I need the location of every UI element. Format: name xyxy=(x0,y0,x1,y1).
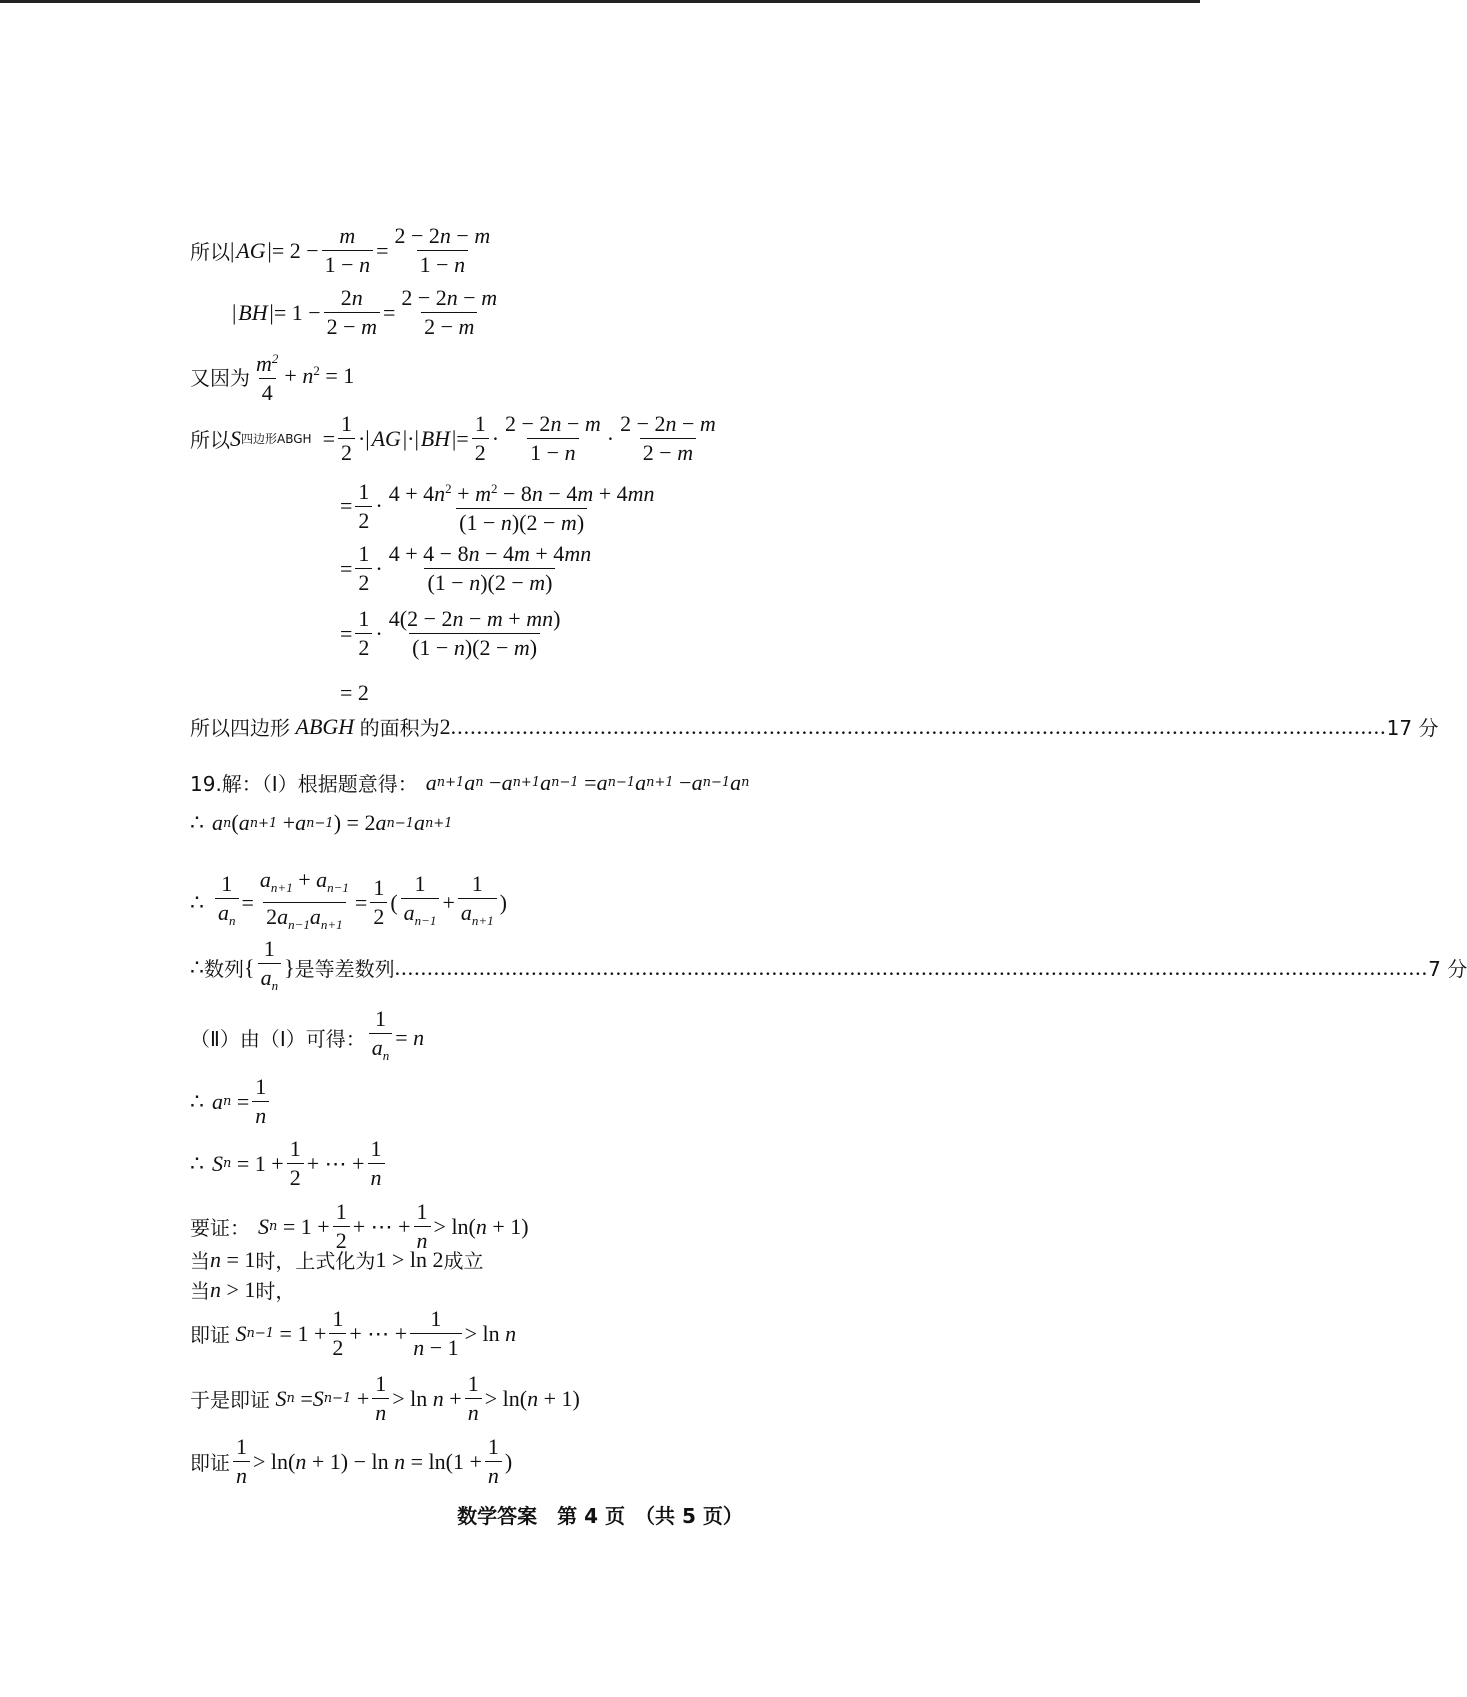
q19-line-3: ∴ $\frac{1}{a_n}$ = $\frac{a_{n+1} + a_{n-1}}{2a_{n-1}a_{n+1}}$ = $\frac{1}{2}$ ( $\frac{1}{a_{n-1}}$ + $\frac{1}{a_{n+1}}$ ) xyxy=(190,866,507,939)
q19-line-2: ∴ a n ( a n+1 + a n−1 ) = 2 a n−1 a n+1 xyxy=(190,810,453,835)
area-line-2: = $\frac{1}{2}$ · $\frac{4 + 4n^2 + m^2 - 8n - 4m + 4mn}{(1 - n)(2 - m)}$ xyxy=(340,478,655,535)
jizheng-line-2: 即证 $\frac{1}{n}$ > ln(n + 1) − ln n = ln(1 + $\frac{1}{n}$ ) xyxy=(190,1434,513,1488)
label-suoyi: 所以 xyxy=(190,240,230,264)
ag-line: 所以 | AG |= 2 − $\frac{m}{1 - n}$ = $\frac{2 - 2n - m}{1 - n}$ xyxy=(190,223,491,277)
score-17: 17 分 xyxy=(1386,716,1439,740)
area-line-3: = $\frac{1}{2}$ · $\frac{4 + 4 - 8n - 4m + 4mn}{(1 - n)(2 - m)}$ xyxy=(340,541,592,595)
conclusion-18: 所以四边形 ABGH 的面积为 2 ................................................................................................................................................ 17 分 xyxy=(190,713,1439,740)
bh-line: | BH |= 1 − $\frac{2n}{2 - m}$ = $\frac{2 - 2n - m}{2 - m}$ xyxy=(232,285,498,339)
area-line-4: = $\frac{1}{2}$ · $\frac{4(2 - 2n - m + mn)}{(1 - n)(2 - m)}$ xyxy=(340,606,561,660)
top-border xyxy=(0,0,1200,3)
area-line-5: = 2 xyxy=(340,680,369,705)
part2-line: （Ⅱ）由（Ⅰ）可得： $\frac{1}{a_n}$ = n xyxy=(190,1005,424,1070)
an-line: ∴ a n = $\frac{1}{n}$ xyxy=(190,1073,272,1130)
score-7: 7 分 xyxy=(1428,957,1467,981)
q19-head: 19.解：（Ⅰ）根据题意得： a n+1 a n − a n+1 a n−1 = a n−1 a n+1 − a n−1 a n xyxy=(190,769,750,796)
ellipse-line: 又因为 $\frac{m^2}{4}$ + $n^2 = 1$ xyxy=(190,351,355,405)
q19-line-4: ∴ 数列 { $\frac{1}{a_n}$ } 是等差数列 ............................................................................................................................................................... 7 分 xyxy=(190,935,1000,1000)
case-n1: 当 n = 1 时，上式化为 1 > ln 2 成立 xyxy=(190,1246,484,1273)
yaozheng-line: 要证： S n = 1 + $\frac{1}{2}$ + ⋯ + $\frac{1}{n}$ > ln(n + 1) xyxy=(190,1199,529,1253)
yushi-line: 于是即证 S n = S n−1 + $\frac{1}{n}$ > ln n + $\frac{1}{n}$ > ln(n + 1) xyxy=(190,1371,580,1425)
sn-line: ∴ S n = 1 + $\frac{1}{2}$ + ⋯ + $\frac{1}{n}$ xyxy=(190,1135,388,1192)
jizheng-line-1: 即证 S n−1 = 1 + $\frac{1}{2}$ + ⋯ + $\frac{1}{n - 1}$ > ln n xyxy=(190,1306,517,1360)
area-line-1: 所以 S 四边形ABGH = $\frac{1}{2}$ ·| AG |·| BH |= $\frac{1}{2}$ · $\frac{2 - 2n - m}{1 - n}$ · $\frac{2 - 2n - m}{2 - m}$ xyxy=(190,411,716,465)
page-footer: 数学答案 第 4 页 （共 5 页） xyxy=(457,1504,743,1528)
label-youyinwei: 又因为 xyxy=(190,365,250,390)
case-ngt1: 当 n > 1 时， xyxy=(190,1276,296,1303)
